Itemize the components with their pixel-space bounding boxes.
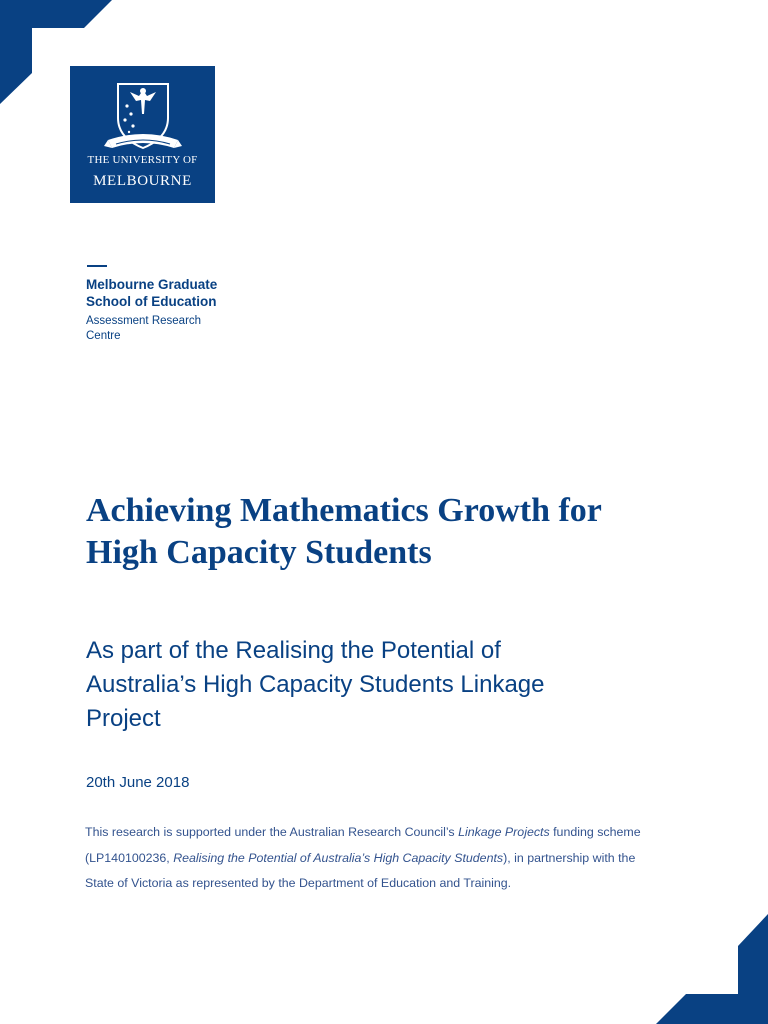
bottom-right-corner-decoration (656, 914, 768, 1024)
department-dash (87, 265, 107, 267)
report-date: 20th June 2018 (86, 774, 190, 791)
department-unit: Assessment Research Centre (86, 315, 202, 342)
logo-text-line1: THE UNIVERSITY OF (87, 154, 198, 166)
funding-acknowledgement (85, 820, 645, 897)
support-text-1: This research is supported under the Australian Research Council’s (85, 825, 459, 839)
department-name: Melbourne Graduate School of Education (86, 277, 218, 309)
report-subtitle: As part of the Realising the Potential of Australia’s High Capacity Students Linkage Project (86, 637, 545, 732)
support-text-3: ), in partnership with the State of Victoria as represented by the Department of Education and Training. (85, 850, 636, 890)
logo-text-line2: MELBOURNE (93, 173, 192, 189)
university-crest-icon (98, 76, 188, 166)
linkage-projects-text: Linkage Projects (458, 825, 550, 839)
report-title: Achieving Mathematics Growth for High Capacity Students (86, 492, 602, 571)
university-logo (70, 66, 215, 203)
project-name-text: Realising the Potential of Australia’s High Capacity Students (173, 850, 504, 865)
support-text-2: funding scheme (LP140100236, (85, 825, 641, 865)
